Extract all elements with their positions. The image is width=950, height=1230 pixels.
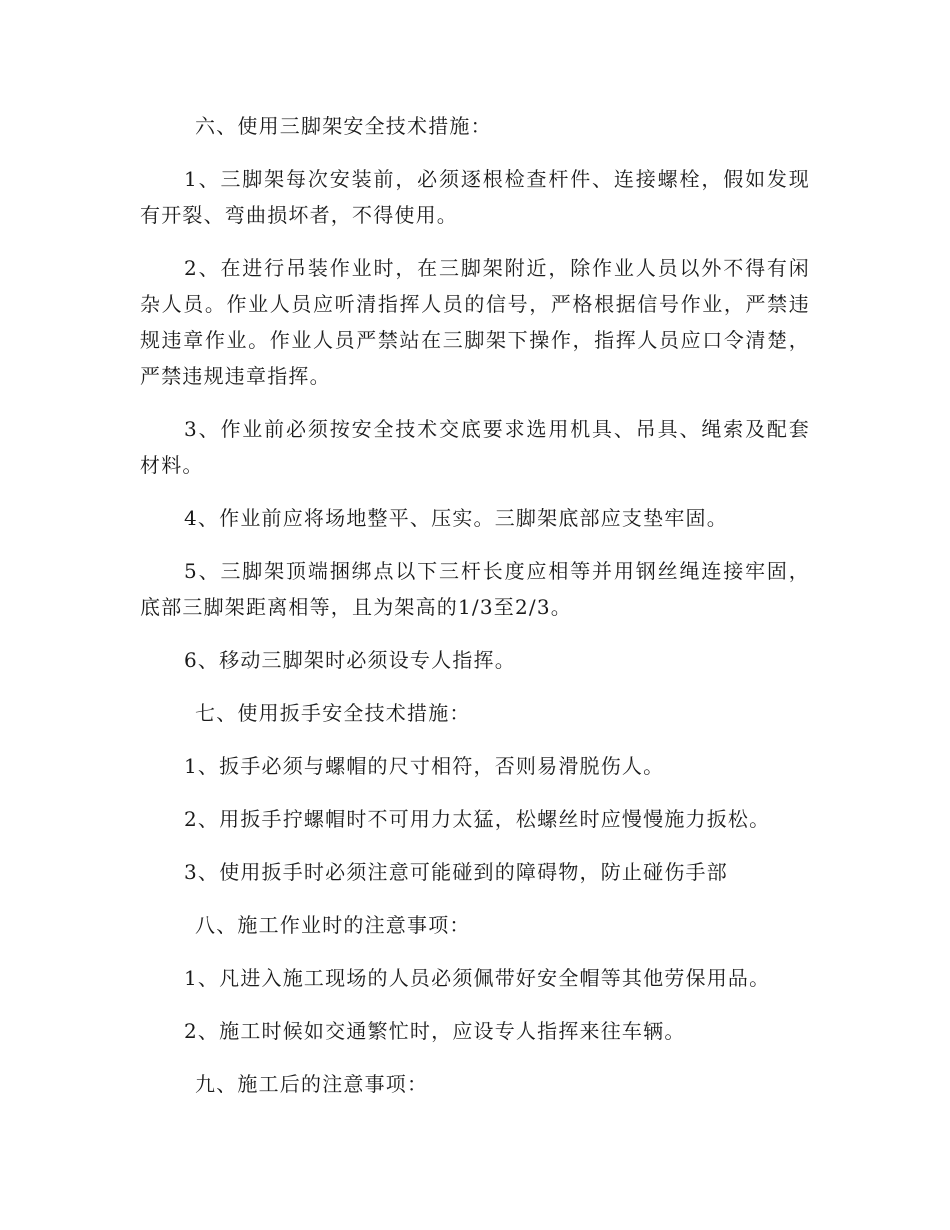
paragraph-7-2: 2、用扳手拧螺帽时不可用力太猛，松螺丝时应慢慢施力扳松。 (184, 807, 771, 831)
paragraph-6-3: 3、作业前必须按安全技术交底要求选用机具、吊具、绳索及配套材料。 (140, 417, 810, 477)
paragraph-7-1: 1、扳手必须与螺帽的尺寸相符，否则易滑脱伤人。 (184, 754, 665, 778)
paragraph-8-2: 2、施工时候如交通繁忙时，应设专人指挥来往车辆。 (184, 1019, 686, 1043)
paragraph-6-4: 4、作业前应将场地整平、压实。三脚架底部应支垫牢固。 (184, 506, 728, 530)
paragraph-6-2: 2、在进行吊装作业时，在三脚架附近，除作业人员以外不得有闲杂人员。作业人员应听清指挥人员的信号，严格根据信号作业，严禁违规违章作业。作业人员严禁站在三脚架下操作，指挥人员应口令清楚，严禁违规违章指挥。 (140, 256, 810, 388)
document-body (140, 108, 810, 1102)
paragraph-7-3: 3、使用扳手时必须注意可能碰到的障碍物，防止碰伤手部 (184, 860, 728, 884)
section-heading-6: 六、使用三脚架安全技术措施： (195, 114, 492, 138)
paragraph-6-6: 6、移动三脚架时必须设专人指挥。 (184, 648, 516, 672)
section-heading-9: 九、施工后的注意事项： (195, 1072, 429, 1096)
paragraph-6-5: 5、三脚架顶端捆绑点以下三杆长度应相等并用钢丝绳连接牢固，底部三脚架距离相等，且为架高的1/3至2/3。 (140, 559, 810, 619)
paragraph-6-1: 1、三脚架每次安装前，必须逐根检查杆件、连接螺栓，假如发现有开裂、弯曲损坏者，不得使用。 (140, 167, 810, 227)
section-heading-8: 八、施工作业时的注意事项： (195, 913, 471, 937)
paragraph-8-1: 1、凡进入施工现场的人员必须佩带好安全帽等其他劳保用品。 (184, 966, 771, 990)
section-heading-7: 七、使用扳手安全技术措施： (195, 701, 471, 725)
